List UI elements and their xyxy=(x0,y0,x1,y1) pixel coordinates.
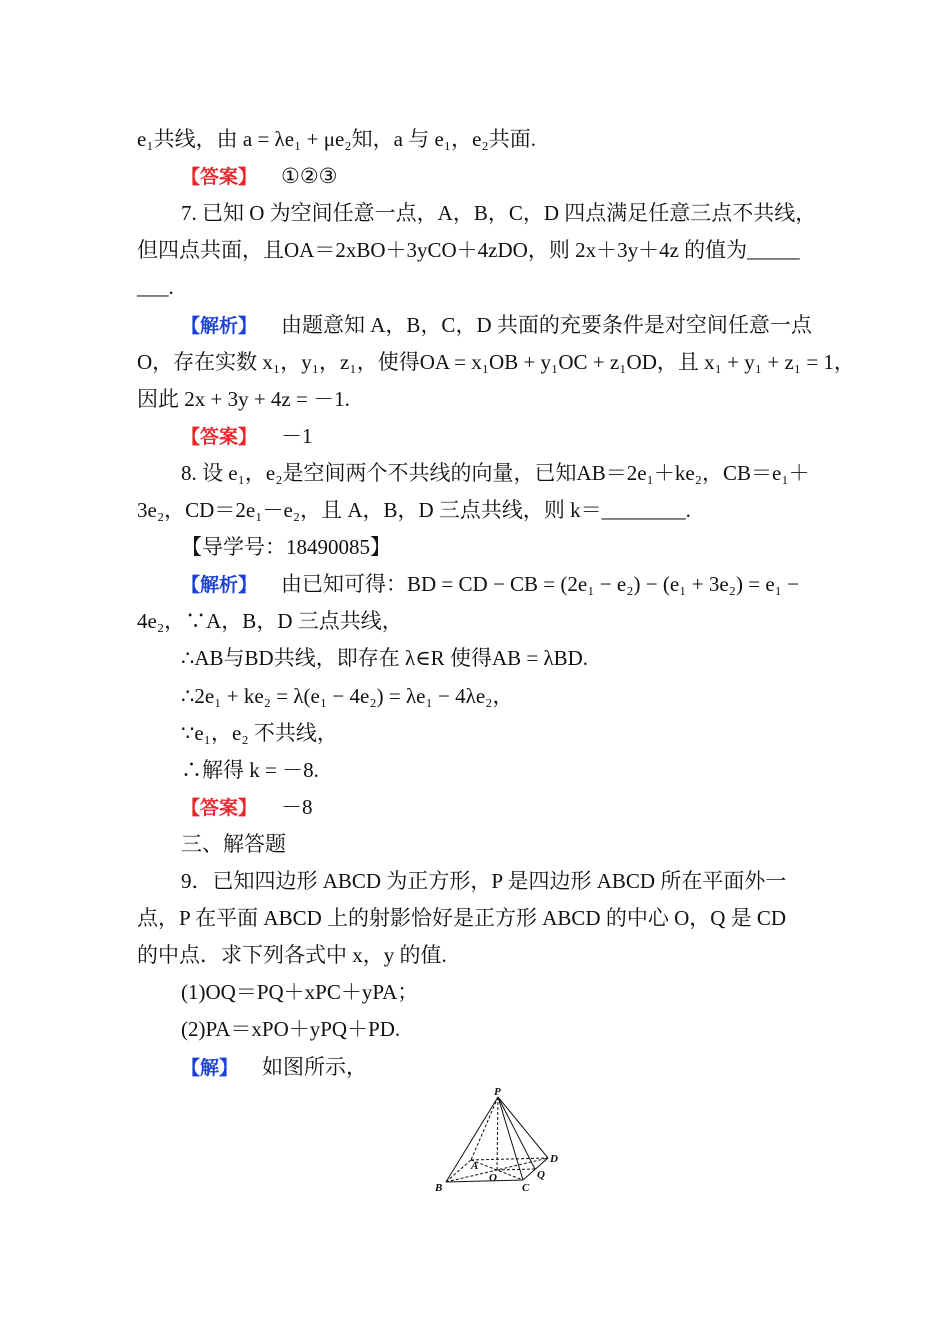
text-line xyxy=(181,829,286,859)
text-line xyxy=(181,977,418,1007)
line-text: 点，P 在平面 ABCD 上的射影恰好是正方形 ABCD 的中心 O，Q 是 CD xyxy=(137,906,787,930)
line-text: ∴2e₁ + ke₂ = λ(e₁ − 4e₂) = λe₁ − 4λe₂， xyxy=(181,684,514,708)
line-text: 9．已知四边形 ABCD 为正方形，P 是四边形 ABCD 所在平面外一 xyxy=(181,869,787,893)
text-line xyxy=(181,310,812,341)
line-text: ∵e₁，e₂ 不共线， xyxy=(181,721,338,745)
line-text: 7. 已知 O 为空间任意一点，A，B，C，D 四点满足任意三点不共线， xyxy=(181,201,817,225)
text-line xyxy=(181,198,816,228)
text-line xyxy=(181,755,319,785)
text-line xyxy=(181,532,391,562)
text-line xyxy=(137,606,403,636)
line-text: ∴解得 k = －8. xyxy=(181,758,319,782)
text-line xyxy=(137,124,536,154)
label-A: A xyxy=(471,1160,479,1172)
text-line xyxy=(181,569,799,600)
text-line xyxy=(181,681,513,711)
analysis-tag: 【解】 xyxy=(181,1057,239,1079)
line-text: O，存在实数 x₁，y₁，z₁，使得OA = x₁OB + y₁OC + z₁OD，且 x₁ + y₁ + z₁ = 1， xyxy=(137,350,855,374)
text-line xyxy=(137,272,174,302)
line-text: ∴AB与BD共线，即存在 λ∈R 使得AB = λBD. xyxy=(181,646,589,670)
edge-BC xyxy=(446,1180,523,1182)
label-B: B xyxy=(435,1182,443,1194)
text-line xyxy=(181,866,786,896)
answer-tag: 【答案】 xyxy=(181,797,258,819)
text-line xyxy=(181,643,588,673)
text-line xyxy=(137,235,800,265)
line-text: 由题意知 A，B，C，D 共面的充要条件是对空间任意一点 xyxy=(281,313,812,337)
text-line xyxy=(181,1014,400,1044)
label-O: O xyxy=(489,1172,497,1184)
line-text: 由已知可得：BD = CD − CB = (2e₁ − e₂) − (e₁ + 3e₂) = e₁ − xyxy=(281,572,800,596)
answer-tag: 【答案】 xyxy=(181,426,258,448)
text-line xyxy=(181,421,313,452)
analysis-tag: 【解析】 xyxy=(181,574,258,596)
text-line xyxy=(181,792,313,823)
line-text: 因此 2x + 3y + 4z = －1. xyxy=(137,387,350,411)
text-line xyxy=(137,347,855,377)
line-text: －8 xyxy=(281,795,313,819)
label-P: P xyxy=(494,1086,501,1098)
text-line xyxy=(137,384,350,414)
answer-tag: 【答案】 xyxy=(181,166,258,188)
text-line xyxy=(181,161,338,192)
pyramid-figure xyxy=(425,1085,565,1200)
line-text: 3e₂，CD＝2e₁－e₂，且 A，B，D 三点共线，则 k＝________. xyxy=(137,498,691,522)
text-line xyxy=(181,1052,367,1083)
text-line xyxy=(137,940,447,970)
line-text: 三、解答题 xyxy=(181,832,286,856)
line-text: ①②③ xyxy=(281,164,338,188)
edge-PA xyxy=(471,1097,498,1160)
line-text: 4e₂，∵A，B，D 三点共线， xyxy=(137,609,403,633)
text-line xyxy=(137,903,786,933)
edge-PD xyxy=(498,1097,548,1158)
text-line xyxy=(181,458,810,488)
label-D: D xyxy=(550,1153,558,1165)
line-text: (2)PA＝xPO＋yPQ＋PD. xyxy=(181,1017,401,1041)
segment-OQ xyxy=(497,1169,535,1170)
line-text: 【导学号：18490085】 xyxy=(181,535,391,559)
text-line xyxy=(137,495,691,525)
line-text: 8. 设 e₁，e₂是空间两个不共线的向量，已知AB＝2e₁＋ke₂，CB＝e₁＋ xyxy=(181,461,810,485)
line-text: (1)OQ＝PQ＋xPC＋yPA； xyxy=(181,980,419,1004)
analysis-tag: 【解析】 xyxy=(181,315,258,337)
line-text: 但四点共面，且OA＝2xBO＋3yCO＋4zDO，则 2x＋3y＋4z 的值为_____ xyxy=(137,238,800,262)
line-text: －1 xyxy=(281,424,313,448)
line-text: ___. xyxy=(137,275,174,299)
line-text: 的中点．求下列各式中 x，y 的值. xyxy=(137,943,447,967)
line-text: e₁共线，由 a = λe₁ + μe₂知，a 与 e₁，e₂共面. xyxy=(137,127,536,151)
label-Q: Q xyxy=(537,1169,545,1181)
label-C: C xyxy=(522,1182,530,1194)
text-line xyxy=(181,718,338,748)
edge-AD xyxy=(471,1158,548,1160)
line-text: 如图所示， xyxy=(262,1055,368,1079)
